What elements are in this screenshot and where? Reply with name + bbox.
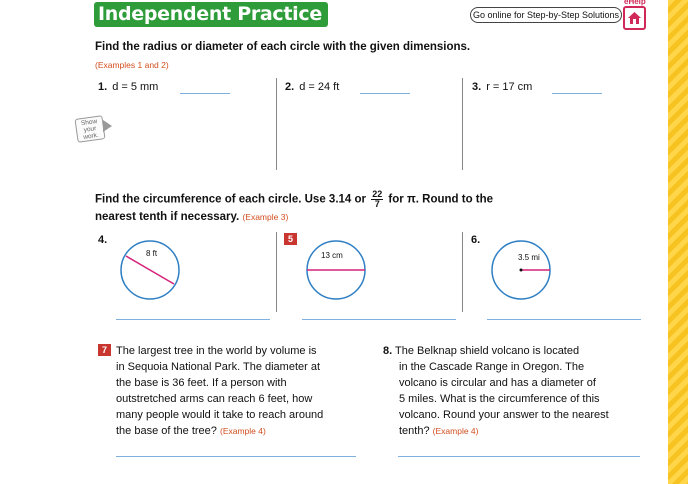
show-your-work-note: Show your work.: [74, 115, 105, 143]
circle-6-label: 3.5 mi: [518, 253, 540, 262]
text-line: tenth?: [399, 425, 430, 437]
arrow-icon: [103, 120, 112, 132]
column-divider: [276, 232, 277, 312]
problem-4-number: [98, 234, 112, 246]
circle-4-figure: [118, 238, 182, 302]
problem-number: 8.: [383, 345, 393, 357]
answer-line-5[interactable]: [302, 319, 456, 320]
problem-5-number: [284, 233, 297, 248]
text-line: in the Cascade Range in Oregon. The: [399, 361, 585, 373]
decorative-stripe: [668, 0, 688, 484]
text-line: the base is 36 feet. If a person with: [116, 377, 287, 389]
circle-5-label: 13 cm: [321, 251, 343, 260]
page-title: Independent Practice: [94, 2, 328, 27]
circle-4-label: 8 ft: [146, 249, 158, 258]
text-line: in Sequoia National Park. The diameter at: [116, 361, 321, 373]
problem-8-text: [383, 343, 653, 439]
text-line: many people would it take to reach around: [116, 409, 324, 421]
answer-line-3[interactable]: [552, 93, 602, 94]
circle-6-figure: [489, 238, 553, 302]
answer-line-1[interactable]: [180, 93, 230, 94]
problem-2: [285, 81, 339, 93]
problem-6-number: [471, 234, 485, 246]
answer-line-4[interactable]: [116, 319, 270, 320]
problem-7-text: [116, 343, 366, 439]
problem-number: 3.: [472, 81, 482, 93]
problem-3: [472, 81, 532, 93]
section2-heading-a: Find the circumference of each circle. Use 3.14 or: [95, 193, 366, 206]
house-icon: [284, 233, 297, 245]
column-divider: [462, 78, 463, 170]
text-line: the base of the tree?: [116, 425, 217, 437]
ehelp-label: eHelp: [624, 0, 646, 6]
answer-line-8[interactable]: [398, 456, 640, 457]
text-line: The largest tree in the world by volume is: [116, 345, 317, 357]
problem-7-marker: [98, 343, 111, 361]
home-icon: [627, 10, 642, 25]
text-line: 5 miles. What is the circumference of this: [399, 393, 600, 405]
section2-heading: [95, 190, 493, 225]
problem-8-example-ref: (Example 4): [432, 426, 479, 436]
text-line: outstretched arms can reach 6 feet, how: [116, 393, 313, 405]
answer-line-6[interactable]: [487, 319, 641, 320]
problem-text: d = 24 ft: [299, 81, 340, 93]
fraction-denominator: 7: [374, 199, 380, 209]
text-line: volcano. Round your answer to the nearest: [399, 409, 609, 421]
column-divider: [276, 78, 277, 170]
section2-heading-c: nearest tenth if necessary.: [95, 211, 240, 223]
answer-line-2[interactable]: [360, 93, 410, 94]
section2-heading-b: for π. Round to the: [388, 193, 494, 206]
circle-5-figure: [304, 238, 368, 302]
section2-example-ref: (Example 3): [242, 212, 289, 222]
step-by-step-link[interactable]: Go online for Step-by-Step Solutions: [470, 7, 622, 23]
column-divider: [462, 232, 463, 312]
answer-line-7[interactable]: [116, 456, 356, 457]
diameter-line: [126, 256, 174, 284]
problem-number: 2.: [285, 81, 295, 93]
text-line: The Belknap shield volcano is located: [395, 345, 580, 357]
fraction-22-7: [371, 190, 383, 209]
problem-number: 5: [287, 234, 293, 244]
problem-number: 1.: [98, 81, 108, 93]
problem-1: [98, 81, 158, 93]
problem-number: 4.: [98, 234, 108, 246]
section1-example-ref: (Examples 1 and 2): [95, 60, 169, 70]
problem-number: 6.: [471, 234, 481, 246]
problem-number: 7: [101, 345, 107, 355]
ehelp-button[interactable]: [623, 6, 646, 30]
text-line: volcano is circular and has a diameter of: [399, 377, 596, 389]
problem-text: d = 5 mm: [112, 81, 159, 93]
problem-text: r = 17 cm: [486, 81, 533, 93]
fraction-numerator: 22: [372, 189, 383, 199]
house-icon: [98, 344, 111, 356]
center-point: [520, 269, 523, 272]
section1-heading: Find the radius or diameter of each circle with the given dimensions.: [95, 41, 471, 53]
problem-7-example-ref: (Example 4): [219, 426, 266, 436]
